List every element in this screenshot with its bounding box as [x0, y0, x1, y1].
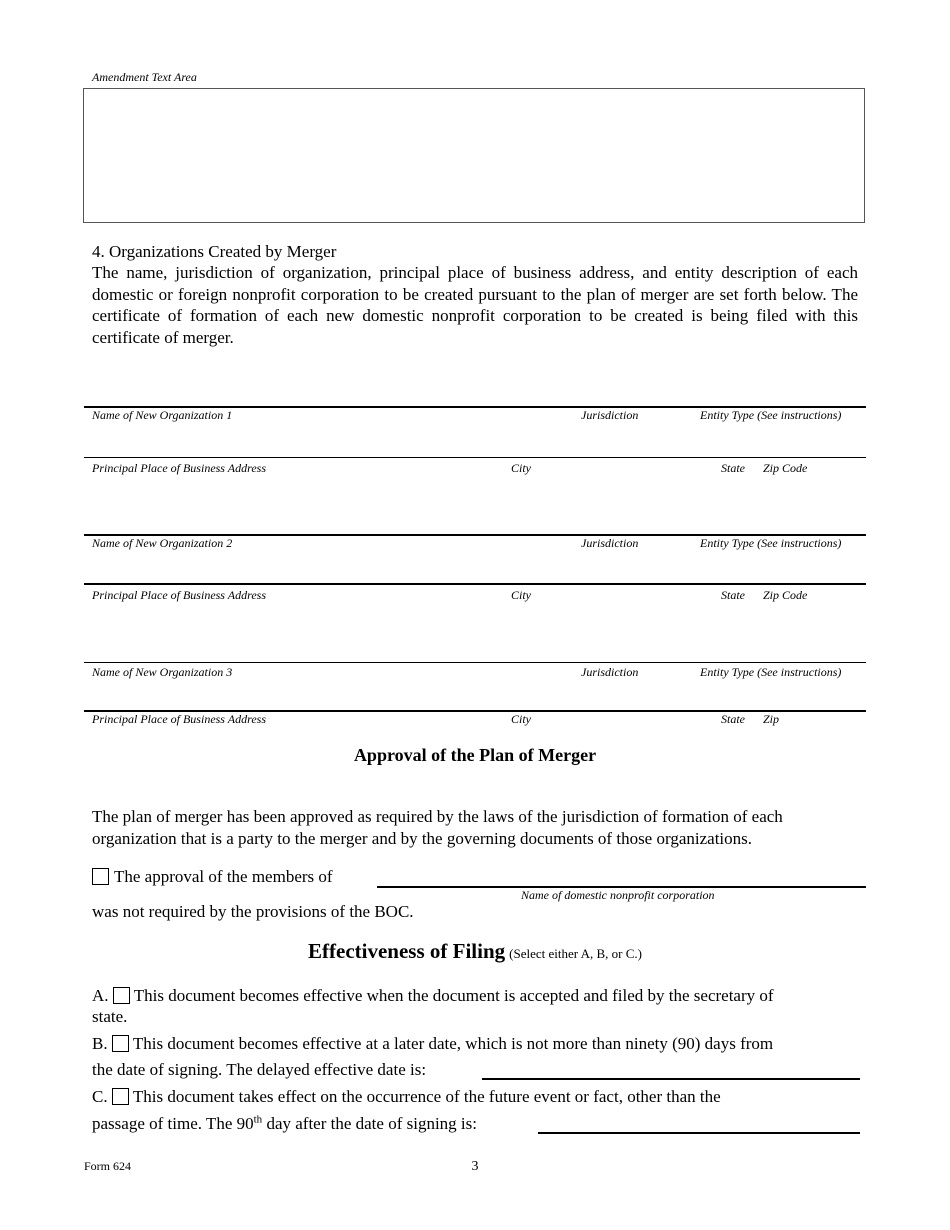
org-3-name-label: Name of New Organization 3 [92, 665, 233, 679]
org-2-entity-type-label: Entity Type (See instructions) [700, 536, 842, 550]
option-a-letter: A. [92, 986, 109, 1005]
org-2-city-label: City [511, 588, 531, 602]
option-a-checkbox[interactable] [113, 987, 130, 1004]
org-2-jurisdiction-label: Jurisdiction [581, 536, 639, 550]
delayed-effective-date-field[interactable] [482, 1078, 860, 1080]
org-3-state-label: State [721, 712, 745, 726]
option-b-checkbox[interactable] [112, 1035, 129, 1052]
members-approval-checkbox[interactable] [92, 868, 109, 885]
option-a-row [92, 985, 774, 1007]
option-b-row [92, 1033, 773, 1055]
page-number: 3 [471, 1159, 479, 1174]
form-number: Form 624 [84, 1159, 132, 1173]
option-c-superscript: th [253, 1113, 263, 1126]
org-3-address-label: Principal Place of Business Address [92, 712, 266, 726]
approval-description: The plan of merger has been approved as required by the laws of the jurisdiction of formation of each organization that is a party to the merger and by the governing documents of those organizations. [92, 807, 783, 848]
option-b-continuation: the date of signing. The delayed effective date is: [92, 1060, 427, 1079]
ninetieth-day-date-field[interactable] [538, 1132, 860, 1134]
option-b-letter: B. [92, 1034, 108, 1053]
org-3-entity-type-label: Entity Type (See instructions) [700, 665, 842, 679]
option-c-text: This document takes effect on the occurrence of the future event or fact, other than the [132, 1087, 721, 1106]
org-1-address-rule [84, 457, 866, 458]
approval-heading: Approval of the Plan of Merger [353, 745, 597, 765]
org-2-address-rule [84, 583, 866, 585]
effectiveness-heading: Effectiveness of Filing [308, 939, 506, 963]
org-3-city-label: City [511, 712, 531, 726]
org-1-entity-type-label: Entity Type (See instructions) [700, 408, 842, 422]
org-1-jurisdiction-label: Jurisdiction [581, 408, 639, 422]
option-c-row [92, 1086, 721, 1108]
org-3-jurisdiction-label: Jurisdiction [581, 665, 639, 679]
org-1-city-label: City [511, 461, 531, 475]
amendment-text-area-label: Amendment Text Area [92, 70, 197, 84]
option-c-cont-pre: passage of time. The 90 [92, 1114, 254, 1133]
org-1-zip-label: Zip Code [763, 461, 808, 475]
members-approval-row [92, 866, 333, 888]
org-2-zip-label: Zip Code [763, 588, 808, 602]
option-a-text: This document becomes effective when the document is accepted and filed by the secretary of [133, 986, 774, 1005]
section-4-heading: 4. Organizations Created by Merger [92, 242, 337, 261]
option-b-text: This document becomes effective at a later date, which is not more than ninety (90) days from [132, 1034, 774, 1053]
effectiveness-heading-row [0, 939, 950, 964]
org-3-zip-label: Zip [763, 712, 780, 726]
members-approval-text: The approval of the members of [114, 867, 333, 886]
org-2-state-label: State [721, 588, 745, 602]
org-1-name-label: Name of New Organization 1 [92, 408, 233, 422]
org-1-address-label: Principal Place of Business Address [92, 461, 266, 475]
option-c-checkbox[interactable] [112, 1088, 129, 1105]
org-1-state-label: State [721, 461, 745, 475]
org-2-name-label: Name of New Organization 2 [92, 536, 233, 550]
org-2-address-label: Principal Place of Business Address [92, 588, 266, 602]
effectiveness-note: (Select either A, B, or C.) [509, 946, 642, 961]
amendment-text-area[interactable] [83, 88, 865, 223]
option-c-cont-post: day after the date of signing is: [262, 1114, 477, 1133]
not-required-text: was not required by the provisions of the BOC. [92, 902, 414, 921]
section-4-description: The name, jurisdiction of organization, principal place of business address, and entity description of each domestic or foreign nonprofit corporation to be created pursuant to the plan of merger are set forth below. The certificate of formation of each new domestic nonprofit corporation to be created is being filed with this certificate of merger. [92, 263, 858, 347]
option-c-continuation [92, 1113, 477, 1135]
option-c-letter: C. [92, 1087, 108, 1106]
corporation-name-label: Name of domestic nonprofit corporation [521, 888, 715, 902]
option-a-continuation: state. [92, 1007, 128, 1026]
org-3-top-rule [84, 662, 866, 663]
